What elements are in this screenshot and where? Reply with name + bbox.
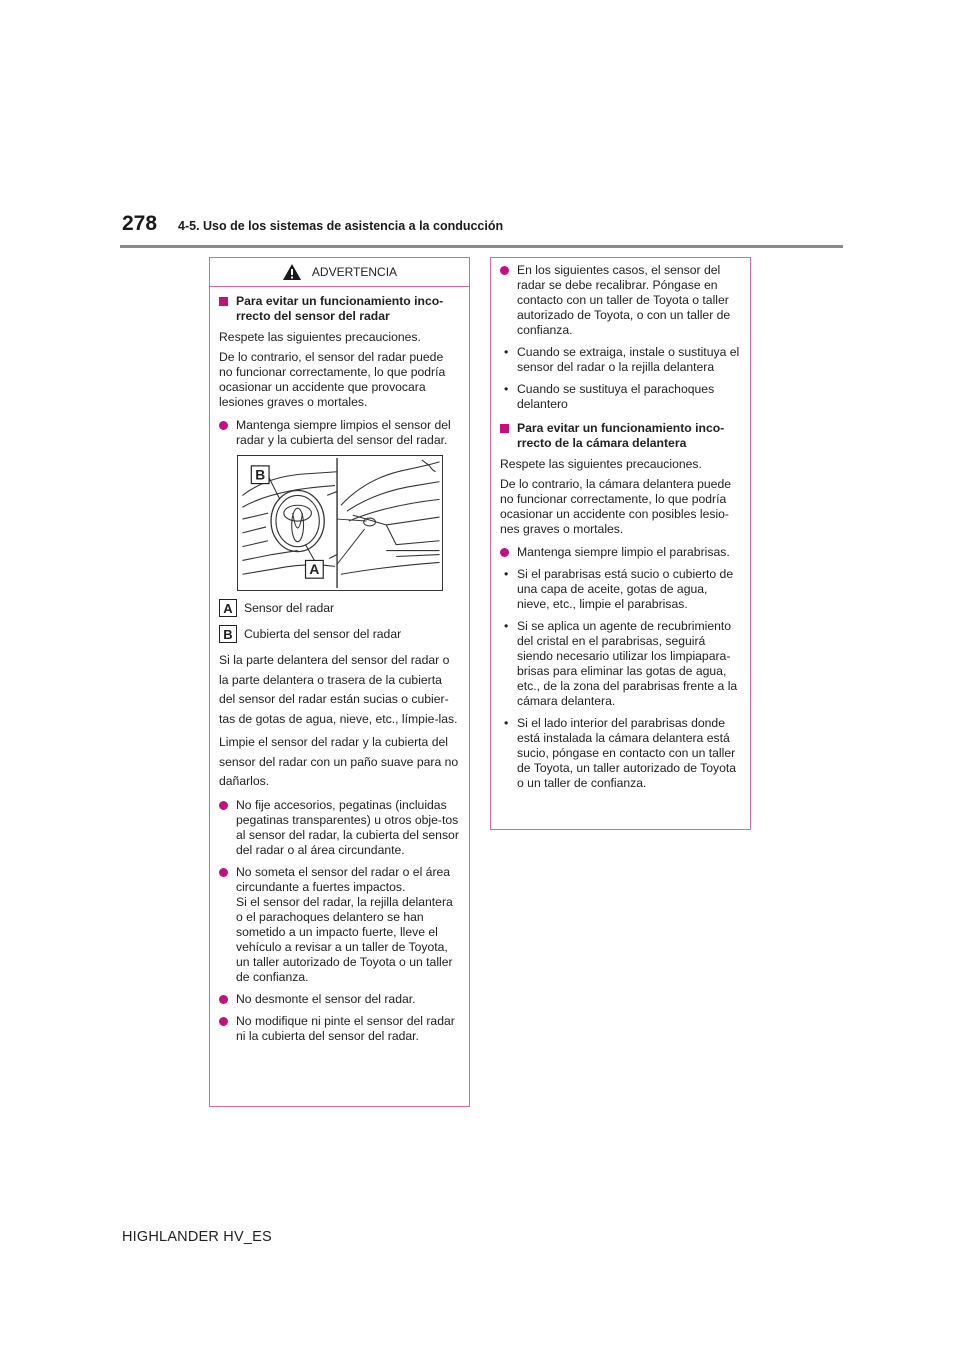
recalibrate-bullet-2 [500,382,740,412]
radar-impact-item [219,865,459,985]
camera-bullet-3 [500,716,740,791]
bullet-mark: • [504,382,509,396]
camera-bullet-2-text: Si se aplica un agente de recubrimiento del cristal en el parabrisas, seguirá siendo necesario utilizar los limpiapara-brisas para eliminar las gotas de agua, etc., de la zona del parabrisas frente a la cámara delantera. [517,619,738,708]
chapter-title: 4-5. Uso de los sistemas de asistencia a la conducción [178,219,504,233]
recalibrate-bullet-1 [500,345,740,375]
camera-intro: Respete las siguientes precauciones. [500,457,702,471]
warning-title: ADVERTENCIA [311,265,398,279]
legend-row-b [219,625,459,643]
dot-bullet-icon [219,801,228,810]
recalibrate-item [500,263,740,338]
radar-accessories-text: No fije accesorios, pegatinas (incluidas pegatinas transparentes) u otros obje-tos al sensor del radar, la cubierta del sensor del radar o al área circundante. [236,797,459,857]
warning-header [210,258,469,287]
radar-accessories-item [219,798,459,858]
dot-bullet-icon [219,868,228,877]
warning-body-left [210,287,469,1044]
camera-bullet-3-text: Si el lado interior del parabrisas donde está instalada la cámara delantera está sucio, póngase en contacto con un taller de Toyota, un taller autorizado de Toyota o un taller de confianza. [517,716,737,790]
recalibrate-bullet-1-text: Cuando se extraiga, instale o sustituya el sensor del radar o la rejilla delantera [517,345,740,374]
warning-box-right [490,257,751,830]
svg-text:B: B [255,467,266,483]
footer-model: HIGHLANDER HV_ES [122,1229,272,1245]
camera-bullet-1-text: Si el parabrisas está sucio o cubierto de una capa de aceite, gotas de agua, nieve, etc., limpie el parabrisas. [517,567,734,611]
legend-tag-a: A [219,599,237,617]
radar-heading [219,294,459,324]
dot-bullet-icon [219,421,228,430]
radar-keep-clean-item [219,418,459,448]
square-bullet-icon [500,424,509,433]
recalibrate-bullet-2-text: Cuando se sustituya el parachoques delantero [517,382,715,411]
legend-label-a: Sensor del radar [244,600,335,615]
warning-body-right [491,258,750,791]
camera-consequence: De lo contrario, la cámara delantera puede no funcionar correctamente, lo que podría ocasionar un accidente con posibles lesio-nes graves o mortales. [500,477,732,536]
radar-paint-item [219,1014,459,1044]
page-number: 278 [122,212,158,235]
dot-bullet-icon [219,1017,228,1026]
radar-clean-text: Limpie el sensor del radar y la cubierta del sensor del radar con un paño suave para no dañarlos. [219,735,459,788]
header-rule [120,245,843,248]
bullet-mark: • [504,345,509,359]
dot-bullet-icon [500,266,509,275]
radar-consequence: De lo contrario, el sensor del radar puede no funcionar correctamente, lo que podría ocasionar un accidente que provocara lesiones graves o mortales. [219,350,446,409]
bullet-mark: • [504,619,509,633]
camera-heading [500,421,740,451]
radar-heading-text: Para evitar un funcionamiento inco-rrecto del sensor del radar [236,294,444,323]
radar-keep-clean-text: Mantenga siempre limpios el sensor del radar y la cubierta del sensor del radar. [236,418,451,447]
radar-paint-text: No modifique ni pinte el sensor del radar ni la cubierta del sensor del radar. [236,1013,455,1043]
radar-disassemble-text: No desmonte el sensor del radar. [236,991,416,1006]
legend-row-a [219,599,459,617]
recalibrate-text: En los siguientes casos, el sensor del radar se debe recalibrar. Póngase en contacto con un taller de Toyota o taller autorizado de Toyota, o con un taller de confianza. [517,263,731,337]
bullet-mark: • [504,567,509,581]
radar-impact-detail: Si el sensor del radar, la rejilla delantera o el parachoques delantero se han sometido a un impacto fuerte, lleve el vehículo a revisar a un taller de Toyota, un taller autorizado de Toyota o un taller de confianza. [236,894,453,984]
dot-bullet-icon [500,548,509,557]
radar-sensor-illustration [237,455,443,591]
camera-bullet-1 [500,567,740,612]
legend-label-b: Cubierta del sensor del radar [244,626,402,641]
warning-triangle-icon [282,263,302,281]
radar-impact-text: No someta el sensor del radar o el área circundante a fuertes impactos. [236,864,451,894]
square-bullet-icon [219,297,228,306]
camera-heading-text: Para evitar un funcionamiento inco-rrecto de la cámara delantera [517,421,725,450]
radar-dirty-text: Si la parte delantera del sensor del radar o la parte delantera o trasera de la cubierta del sensor del radar están sucias o cubier-tas de gotas de agua, nieve, etc., límpie-las. [219,653,458,726]
camera-keep-clean-text: Mantenga siempre limpio el parabrisas. [517,545,730,559]
radar-intro: Respete las siguientes precauciones. [219,330,421,344]
radar-disassemble-item [219,992,459,1007]
warning-box-left [209,257,470,1107]
svg-text:A: A [309,562,320,578]
bullet-mark: • [504,716,509,730]
legend-tag-b: B [219,625,237,643]
camera-keep-clean-item [500,545,740,560]
dot-bullet-icon [219,995,228,1004]
camera-bullet-2 [500,619,740,709]
